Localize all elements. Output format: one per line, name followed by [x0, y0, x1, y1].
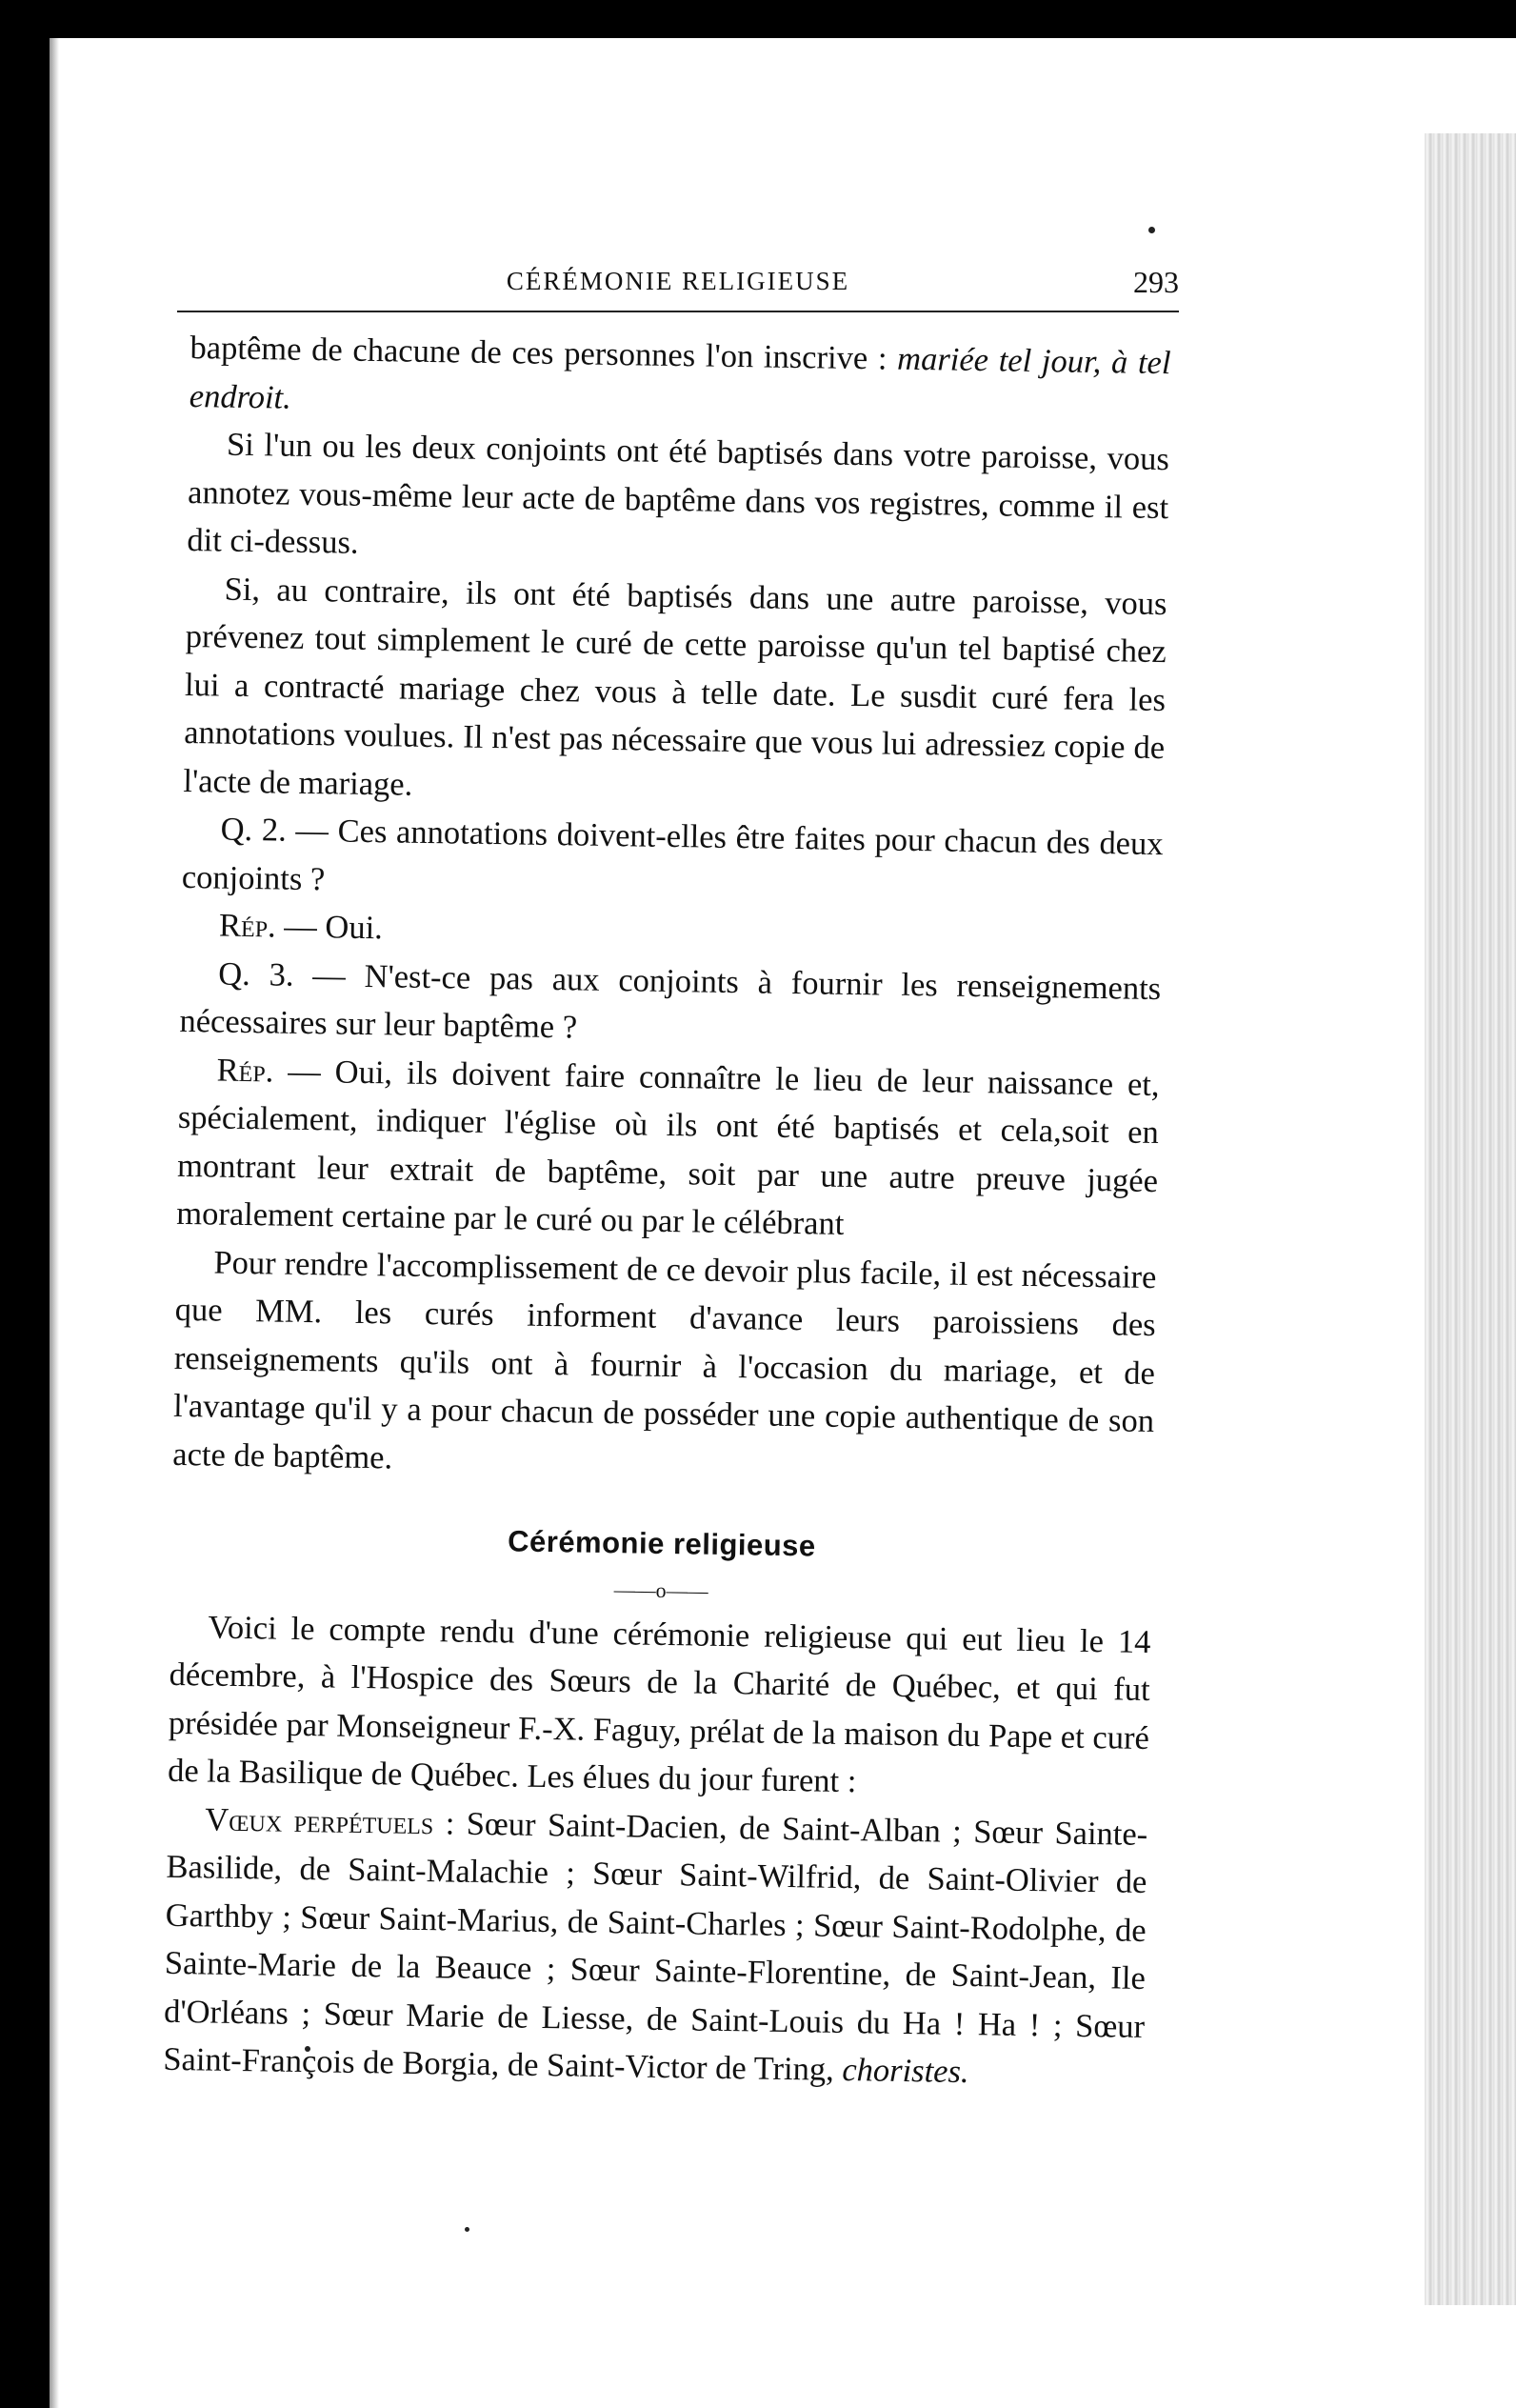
body-text: [163, 324, 1171, 2098]
question-2: Q. 2. — Ces annotations doivent-elles être faites pour chacun des deux conjoints ?: [181, 811, 1164, 897]
ink-speck: [1148, 227, 1155, 233]
italic-phrase: mariée tel jour, à tel endroit.: [189, 340, 1171, 416]
header-rule: [177, 311, 1179, 312]
vows-label: Vœux perpétuels: [205, 1800, 434, 1841]
running-title: CÉRÉMONIE RELIGIEUSE: [506, 267, 850, 295]
page-number: 293: [1133, 265, 1179, 299]
paragraph-2: Si l'un ou les deux conjoints ont été baptisés dans votre paroisse, vous annotez vous-même leur acte de baptême dans vos registres, comme il est dit ci-dessus.: [187, 426, 1170, 561]
question-3: Q. 3. — N'est-ce pas aux conjoints à fournir les renseignements nécessaires sur leur baptême ?: [179, 955, 1162, 1046]
answer-3: Rép. — Oui, ils doivent faire connaître le lieu de leur naissance et, spécialement, indiquer l'église où ils ont été baptisés et cela,soit en montrant leur extrait de baptême, soit par une autre preuve jugée moralement certaine par le curé ou par le célébrant: [176, 1052, 1160, 1242]
answer-2: Rép. — Oui.: [218, 907, 384, 947]
paragraph-8: Pour rendre l'accomplissement de ce devoir plus facile, il est nécessaire que MM. les curés informent d'avance leurs paroissiens des renseignements qu'ils ont à fournir à l'occasion du mariage, et de l'avantage qu'il y a pour chacun de posséder une copie authentique de son acte de baptême.: [172, 1244, 1157, 1475]
paragraph-3: Si, au contraire, ils ont été baptisés dans une autre paroisse, vous prévenez tout simplement le curé de cette paroisse qu'un tel baptisé chez lui a contracté mariage chez vous à telle date. Le susdit curé fera les annotations voulues. Il n'est pas nécessaire que vous lui adressiez copie de l'acte de mariage.: [183, 571, 1167, 803]
section-title: Cérémonie religieuse: [507, 1524, 816, 1563]
page-gutter-shadow: [50, 38, 59, 2408]
paragraph-1: baptême de chacune de ces personnes l'on inscrive : mariée tel jour, à tel endroit.: [189, 329, 1171, 416]
section-ornament: ——o——: [613, 1576, 708, 1603]
page-header: [177, 257, 1179, 314]
page-edge-strip: [1425, 133, 1516, 2305]
italic-phrase: choristes.: [842, 2051, 969, 2091]
answer-label: Rép.: [218, 907, 277, 945]
ink-speck: [465, 2227, 469, 2232]
paragraph-10: Vœux perpétuels : Sœur Saint-Dacien, de Saint-Alban ; Sœur Sainte-Basilide, de Saint-Malachie ; Sœur Saint-Wilfrid, de Saint-Olivier de Garthby ; Sœur Saint-Marius, de Saint-Charles ; Sœur Saint-Rodolphe, de Sainte-Marie de la Beauce ; Sœur Sainte-Florentine, de Saint-Jean, Ile d'Orléans ; Sœur Marie de Liesse, de Saint-Louis du Ha ! Ha ! ; Sœur Saint-François de Borgia, de Saint-Victor de Tring, choristes.: [163, 1800, 1148, 2091]
answer-label: Rép.: [216, 1052, 274, 1089]
paragraph-9: Voici le compte rendu d'une cérémonie religieuse qui eut lieu le 14 décembre, à l'Hospice des Sœurs de la Charité de Québec, et qui fut présidée par Monseigneur F.-X. Faguy, prélat de la maison du Pape et curé de la Basilique de Québec. Les élues du jour furent :: [167, 1608, 1151, 1800]
